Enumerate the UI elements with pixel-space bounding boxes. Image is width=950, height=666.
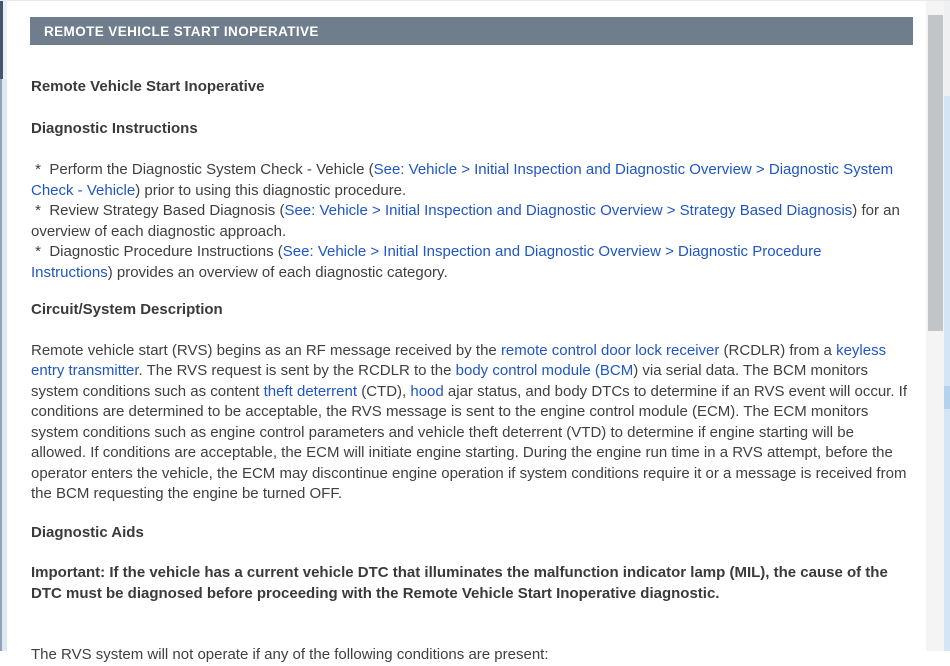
inline-link[interactable]: hood [410, 382, 444, 400]
inline-link[interactable]: keyless entry transmitter [31, 341, 891, 379]
text-segment: ) via serial data. The BCM monitors system conditions such as content [31, 362, 873, 400]
section-title-bar [30, 17, 913, 45]
inline-link[interactable]: See: Vehicle > Initial Inspection and Diagnostic Overview > Diagnostic Procedure Instructions [31, 243, 826, 281]
right-edge-strip-segment [944, 386, 950, 409]
inline-link[interactable]: body control module (BCM [455, 362, 634, 379]
diagnostic-aids-heading: Diagnostic Aids [31, 523, 144, 541]
diagnostic-instructions-heading: Diagnostic Instructions [31, 119, 198, 137]
left-edge-strip-top [3, 1, 7, 79]
left-edge-strip [2, 79, 7, 651]
right-edge-strip [944, 96, 950, 651]
bullet-item [31, 242, 907, 283]
text-segment: * Perform the Diagnostic System Check - Vehicle ( [31, 161, 374, 178]
text-segment: (CTD), [357, 382, 411, 400]
text-segment: . The RVS request is sent by the RCDLR to the [138, 362, 456, 379]
text-segment: Remote vehicle start (RVS) begins as an RF message received by the [31, 341, 501, 359]
diagnostic-instructions-list [31, 160, 907, 283]
inline-link[interactable]: remote control door lock receiver [500, 341, 720, 359]
circuit-system-description-paragraph [31, 341, 912, 505]
document-title-heading: Remote Vehicle Start Inoperative [31, 78, 265, 95]
text-segment: ) prior to using this diagnostic procedure. [135, 181, 407, 199]
right-edge-strip-top [944, 1, 950, 96]
text-segment: ) for an overview of each diagnostic approach. [31, 202, 904, 240]
text-segment: * Review Strategy Based Diagnosis ( [31, 202, 285, 219]
bullet-item [31, 201, 907, 242]
important-note-paragraph: Important: If the vehicle has a current vehicle DTC that illuminates the malfunction indicator lamp (MIL), the cause of the DTC must be diagnosed before proceeding with the Remote Vehicle Start Inoperative diagnostic. [31, 564, 892, 602]
text-segment: (RCDLR) from a [719, 341, 837, 359]
circuit-system-description-heading: Circuit/System Description [31, 301, 223, 318]
section-title-text: REMOTE VEHICLE START INOPERATIVE [44, 23, 319, 39]
document-content [31, 45, 912, 666]
rvs-conditions-intro-line: The RVS system will not operate if any of the following conditions are present: [31, 646, 549, 663]
inline-link[interactable]: See: Vehicle > Initial Inspection and Diagnostic Overview > Diagnostic System Check - Vehicle [31, 161, 898, 199]
text-segment: * Diagnostic Procedure Instructions ( [31, 243, 283, 260]
inline-link[interactable]: theft deterrent [263, 382, 358, 400]
text-segment: ) provides an overview of each diagnostic category. [107, 263, 448, 281]
bullet-item [31, 160, 907, 201]
inline-link[interactable]: See: Vehicle > Initial Inspection and Diagnostic Overview > Strategy Based Diagnosis [284, 202, 853, 219]
text-segment: ajar status, and body DTCs to determine if an RVS event will occur. If conditions are determined to be acceptable, the RVS message is sent to the engine control module (ECM). The ECM monitors system conditions such as engine control parameters and vehicle theft deterrent (VTD) to determine if engine starting will be allowed. If conditions are acceptable, the ECM will initiate engine starting. During the engine run time in a RVS attempt, before the operator enters the vehicle, the ECM may discontinue engine operation if system conditions require it or a message is received from the BCM requesting the engine be turned OFF. [31, 382, 912, 502]
vertical-scrollbar-thumb[interactable] [928, 15, 943, 331]
